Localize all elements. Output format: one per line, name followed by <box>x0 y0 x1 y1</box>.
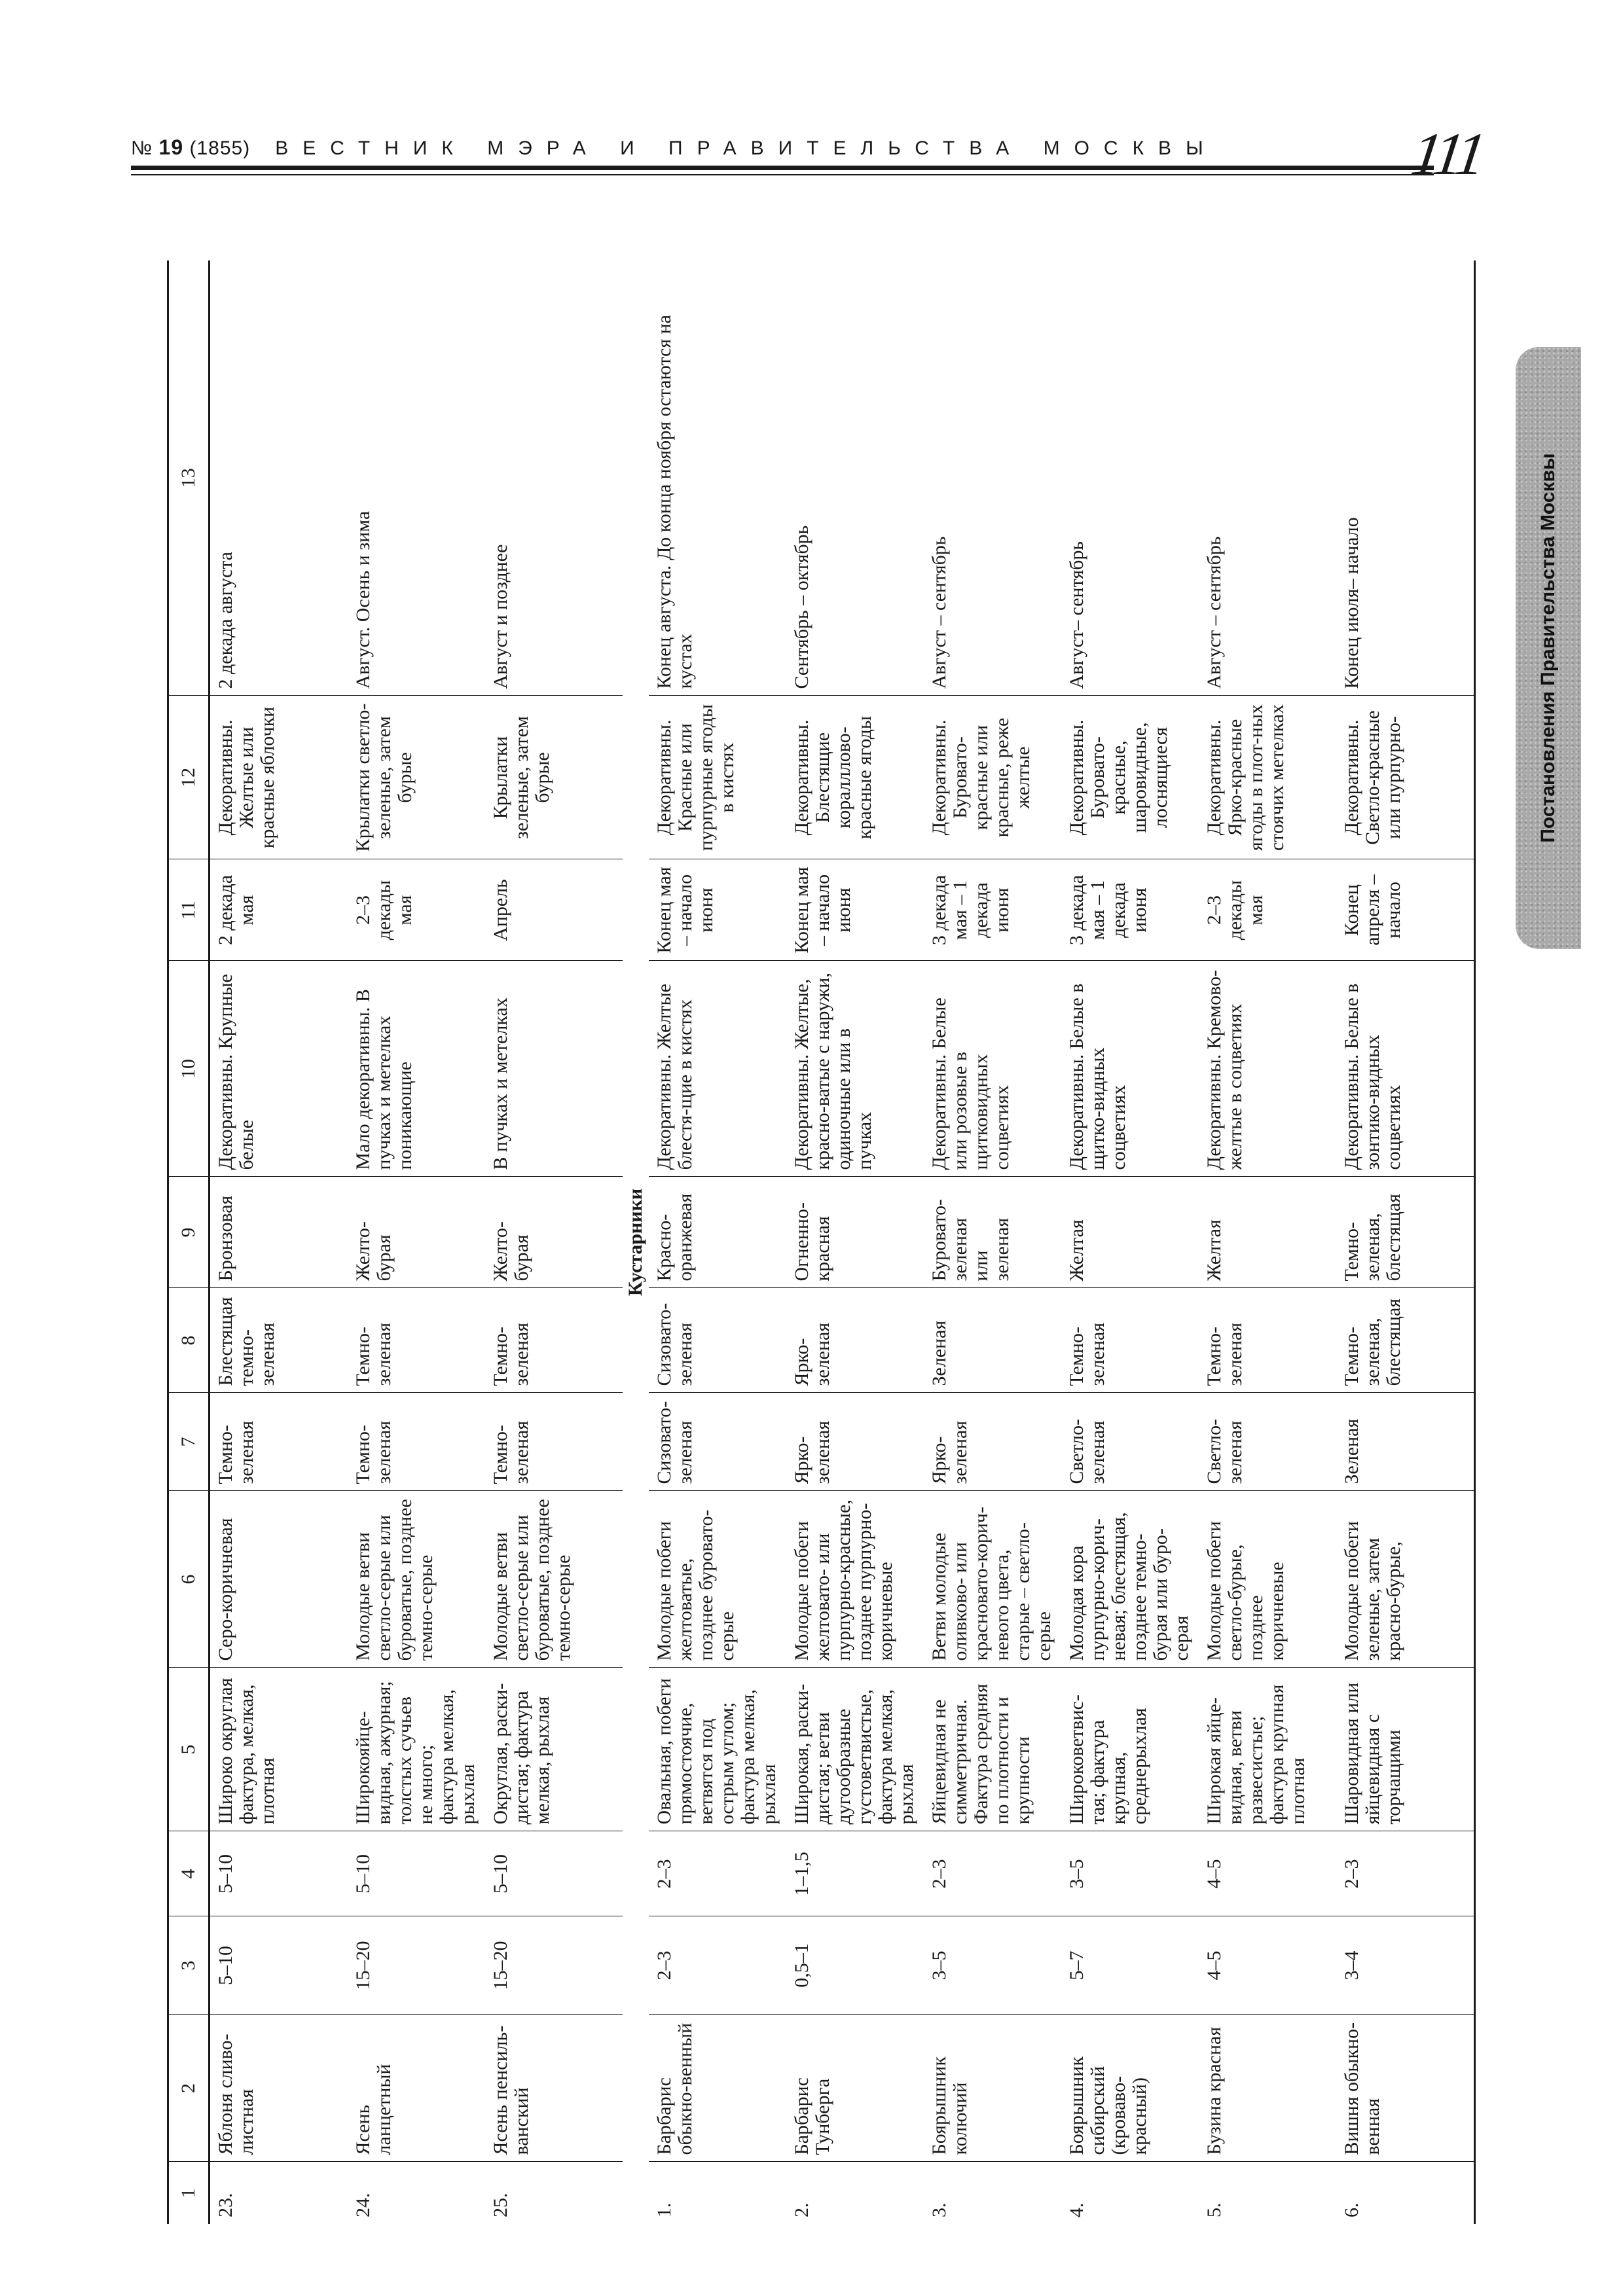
cell-number: 6. <box>1336 2162 1475 2224</box>
cell-crown: Широко округлая фактура, мелкая, плотная <box>210 1668 348 1831</box>
cell-crown: Округлая, раски-дистая; фактура мелкая, рыхлая <box>485 1668 623 1831</box>
cell-foliage-autumn: Огненно-красная <box>786 1177 924 1288</box>
cell-species: Вишня обыкно-венная <box>1336 2015 1475 2162</box>
cell-bark: Молодые побеги светло-бурые, позднее коричневые <box>1199 1491 1336 1668</box>
cell-species: Барбарис Тунберга <box>786 2015 924 2162</box>
cell-height: 5–7 <box>1061 1916 1199 2015</box>
cell-fruits: Декоративны. Блестящие коралллово-красные ягоды <box>786 696 924 859</box>
table-row <box>1336 260 1475 2224</box>
rotated-table-wrapper <box>167 260 1476 2224</box>
cell-fruiting-time: Август – сентябрь <box>1199 260 1336 696</box>
cell-bark: Молодые побеги зеленые, затем красно-бурые, <box>1336 1491 1475 1668</box>
cell-foliage-spring: Ярко-зеленая <box>924 1393 1061 1491</box>
section-side-tab <box>1516 347 1581 949</box>
cell-crown: Овальная, побеги прямостоячие, ветвятся под острым углом; фактура мелкая, рыхлая <box>649 1668 786 1831</box>
cell-flowering-time: Конец апреля – начало <box>1336 859 1475 961</box>
cell-fruiting-time: Конец августа. До конца ноября остаются на кустах <box>649 260 786 696</box>
cell-fruits: Декоративны. Красные или пурпурные ягоды в кистях <box>649 696 786 859</box>
cell-fruits: Декоративны. Светло-красные или пурпурно- <box>1336 696 1475 859</box>
cell-width: 5–10 <box>348 1831 485 1916</box>
cell-flowers: Мало декоративны. В пучках и метелках поникающие <box>348 961 485 1177</box>
section-side-tab-label: Постановления Правительства Москвы <box>1537 453 1559 843</box>
cell-foliage-spring: Сизовато-зеленая <box>649 1393 786 1491</box>
table-container <box>167 260 1476 2224</box>
cell-width: 5–10 <box>210 1831 348 1916</box>
issue-label: № 19 (1855) <box>131 135 251 159</box>
cell-width: 3–5 <box>1061 1831 1199 1916</box>
cell-flowers: Декоративны. Белые в зонтико-видных соцветиях <box>1336 961 1475 1177</box>
cell-crown: Широковетвис-тая; фактура крупная, среднерыхлая <box>1061 1668 1199 1831</box>
table-row <box>485 260 623 2224</box>
cell-flowering-time: 2–3 декады мая <box>348 859 485 961</box>
table-row <box>1199 260 1336 2224</box>
cell-fruiting-time: Август и позднее <box>485 260 623 696</box>
cell-height: 5–10 <box>210 1916 348 2015</box>
cell-foliage-spring: Зеленая <box>1336 1393 1475 1491</box>
column-header: 2 <box>168 2015 210 2162</box>
cell-fruiting-time: 2 декада августа <box>210 260 348 696</box>
cell-number: 5. <box>1203 2202 1225 2217</box>
cell-width: 2–3 <box>649 1831 786 1916</box>
cell-foliage-summer: Зеленая <box>924 1288 1061 1393</box>
cell-foliage-spring: Ярко-зеленая <box>786 1393 924 1491</box>
cell-foliage-summer: Темно-зеленая <box>1199 1288 1336 1393</box>
cell-flowering-time: Конец мая – начало июня <box>649 859 786 961</box>
page-number: 111 <box>1407 120 1487 187</box>
column-header: 10 <box>168 961 210 1177</box>
running-header <box>131 131 1440 164</box>
cell-width: 5–10 <box>485 1831 623 1916</box>
cell-flowering-time: Апрель <box>485 859 623 961</box>
cell-height: 3–5 <box>924 1916 1061 2015</box>
column-header: 6 <box>168 1491 210 1668</box>
cell-foliage-spring: Темно-зеленая <box>210 1393 348 1491</box>
cell-foliage-autumn: Буровато-зеленая или зеленая <box>924 1177 1061 1288</box>
cell-bark: Серо-коричневая <box>210 1491 348 1668</box>
column-header: 7 <box>168 1393 210 1491</box>
cell-width: 2–3 <box>1336 1831 1475 1916</box>
cell-width: 1–1,5 <box>786 1831 924 1916</box>
cell-flowering-time: 3 декада мая – 1 декада июня <box>924 859 1061 961</box>
cell-flowering-time: 3 декада мая – 1 декада июня <box>1061 859 1199 961</box>
cell-foliage-autumn: Желто-бурая <box>485 1177 623 1288</box>
header-rule-thick <box>131 166 1434 170</box>
cell-fruits: Крылатки светло-зеленые, затем бурые <box>348 696 485 859</box>
cell-number: 4. <box>1066 2202 1087 2217</box>
cell-flowers: Декоративны. Желтые блестя-щие в кистях <box>649 961 786 1177</box>
cell-number: 25. <box>490 2193 511 2217</box>
column-header: 5 <box>168 1668 210 1831</box>
cell-fruiting-time: Август. Осень и зима <box>348 260 485 696</box>
cell-crown: Широкая яйце-видная, ветви развесистые; фактура крупная плотная <box>1199 1668 1336 1831</box>
cell-flowering-time: 2 декада мая <box>210 859 348 961</box>
cell-bark: Молодые ветви светло-серые или буроватые, позднее темно-серые <box>485 1491 623 1668</box>
cell-height: 3–4 <box>1336 1916 1475 2015</box>
cell-height: 0,5–1 <box>786 1916 924 2015</box>
cell-fruits: Декоративны. Буровато-красные или красные, реже желтые <box>924 696 1061 859</box>
cell-foliage-spring: Светло-зеленая <box>1061 1393 1199 1491</box>
cell-species: Барбарис обыкно-венный <box>649 2015 786 2162</box>
column-header: 12 <box>168 696 210 859</box>
table-row <box>348 260 485 2224</box>
cell-foliage-autumn: Желтая <box>1199 1177 1336 1288</box>
cell-species: Боярышник колючий <box>924 2015 1061 2162</box>
cell-crown: Широкая, раски-дистая; ветви дугообразные густоветвистые, фактура мелкая, рыхлая <box>786 1668 924 1831</box>
cell-species: Яблоня сливо-листная <box>210 2015 348 2162</box>
cell-fruiting-time: Август – сентябрь <box>924 260 1061 696</box>
cell-number: 1. <box>653 2202 675 2217</box>
column-header: 9 <box>168 1177 210 1288</box>
table-row <box>924 260 1061 2224</box>
cell-width: 4–5 <box>1199 1831 1336 1916</box>
cell-flowers: Декоративны. Белые в щитко-видных соцветиях <box>1061 961 1199 1177</box>
table-row <box>210 260 348 2224</box>
cell-flowers: Декоративны. Крупные белые <box>210 961 348 1177</box>
table-header-row <box>168 260 210 2224</box>
cell-crown: Яйцевидная не симметричная. Фактура средняя по плотности и крупности <box>924 1668 1061 1831</box>
cell-bark: Молодая кора пурпурно-корич-невая; блестящая, позднее темно-бурая или буро-серая <box>1061 1491 1199 1668</box>
cell-number: 2. <box>791 2202 812 2217</box>
cell-fruiting-time: Конец июля– начало <box>1336 260 1475 696</box>
cell-flowers: Декоративны. Желтые, красно-ватые с наружи, одиночные или в пучках <box>786 961 924 1177</box>
cell-fruits: Декоративны. Желтые или красные яблочки <box>210 696 348 859</box>
plants-table <box>167 260 1476 2224</box>
cell-foliage-summer: Темно-зеленая <box>485 1288 623 1393</box>
journal-title: ВЕСТНИК МЭРА И ПРАВИТЕЛЬСТВА МОСКВЫ <box>275 137 1218 159</box>
cell-foliage-summer: Темно-зеленая <box>348 1288 485 1393</box>
cell-width: 2–3 <box>924 1831 1061 1916</box>
cell-bark: Молодые ветви светло-серые или буроватые, позднее темно-серые <box>348 1491 485 1668</box>
cell-foliage-summer: Темно-зеленая <box>1061 1288 1199 1393</box>
column-header: 4 <box>168 1831 210 1916</box>
cell-foliage-autumn: Желтая <box>1061 1177 1199 1288</box>
cell-flowers: Декоративны. Белые или розовые в щитковидных соцветиях <box>924 961 1061 1177</box>
cell-foliage-summer: Сизовато-зеленая <box>649 1288 786 1393</box>
cell-foliage-summer: Блестящая темно-зеленая <box>210 1288 348 1393</box>
cell-crown: Шаровидная или яйцевидная с торчащими <box>1336 1668 1475 1831</box>
cell-species: Бузина красная <box>1199 2015 1336 2162</box>
cell-fruiting-time: Сентябрь – октябрь <box>786 260 924 696</box>
cell-foliage-spring: Светло-зеленая <box>1199 1393 1336 1491</box>
cell-fruits: Декоративны. Буровато-красные, шаровидные, лоснящиеся <box>1061 696 1199 859</box>
cell-species: Ясень ланцетный <box>348 2015 485 2162</box>
cell-crown: Широкояйце-видная, ажурная; толстых сучьев не много; фактура мелкая, рыхлая <box>348 1668 485 1831</box>
cell-height: 4–5 <box>1199 1916 1336 2015</box>
header-rule-thin <box>131 174 1434 175</box>
column-header: 1 <box>168 2162 210 2224</box>
cell-foliage-spring: Темно-зеленая <box>348 1393 485 1491</box>
cell-flowering-time: Конец мая – начало июня <box>786 859 924 961</box>
cell-bark: Ветви молодые оливково- или красновато-корич-невого цвета, старые – светло-серые <box>924 1491 1061 1668</box>
cell-flowering-time: 2–3 декады мая <box>1199 859 1336 961</box>
cell-foliage-summer: Темно-зеленая, блестящая <box>1336 1288 1475 1393</box>
cell-foliage-autumn: Красно-оранжевая <box>649 1177 786 1288</box>
table-row <box>1061 260 1199 2224</box>
cell-foliage-summer: Ярко-зеленая <box>786 1288 924 1393</box>
cell-bark: Молодые побеги желтоватые, позднее буровато-серые <box>649 1491 786 1668</box>
cell-bark: Молодые побеги желтовато- или пурпурно-красные, позднее пурпурно-коричневые <box>786 1491 924 1668</box>
cell-flowers: Декоративны. Кремово-желтые в соцветиях <box>1199 961 1336 1177</box>
cell-height: 2–3 <box>649 1916 786 2015</box>
cell-fruits: Декоративны. Ярко-красные ягоды в плот-ных стоячих метелках <box>1199 696 1336 859</box>
column-header: 11 <box>168 859 210 961</box>
cell-height: 15–20 <box>348 1916 485 2015</box>
cell-number: 3. <box>928 2202 950 2217</box>
cell-fruits: Крылатки зеленые, затем бурые <box>485 696 623 859</box>
column-header: 13 <box>168 260 210 696</box>
cell-fruiting-time: Август– сентябрь <box>1061 260 1199 696</box>
table-row <box>649 260 786 2224</box>
table-row <box>786 260 924 2224</box>
section-label-shrubs: Кустарники <box>625 1188 646 1297</box>
cell-foliage-autumn: Темно-зеленая, блестящая <box>1336 1177 1475 1288</box>
table-section-row <box>623 260 649 2224</box>
column-header: 8 <box>168 1288 210 1393</box>
cell-foliage-spring: Темно-зеленая <box>485 1393 623 1491</box>
cell-species: Ясень пенсиль-ванский <box>485 2015 623 2162</box>
cell-height: 15–20 <box>485 1916 623 2015</box>
cell-foliage-autumn: Бронзовая <box>210 1177 348 1288</box>
cell-foliage-autumn: Желто-бурая <box>348 1177 485 1288</box>
cell-number: 24. <box>352 2193 374 2217</box>
cell-number: 23. <box>215 2193 236 2217</box>
cell-flowers: В пучках и метелках <box>485 961 623 1177</box>
cell-species: Боярышник сибирский (кроваво-красный) <box>1061 2015 1199 2162</box>
column-header: 3 <box>168 1916 210 2015</box>
